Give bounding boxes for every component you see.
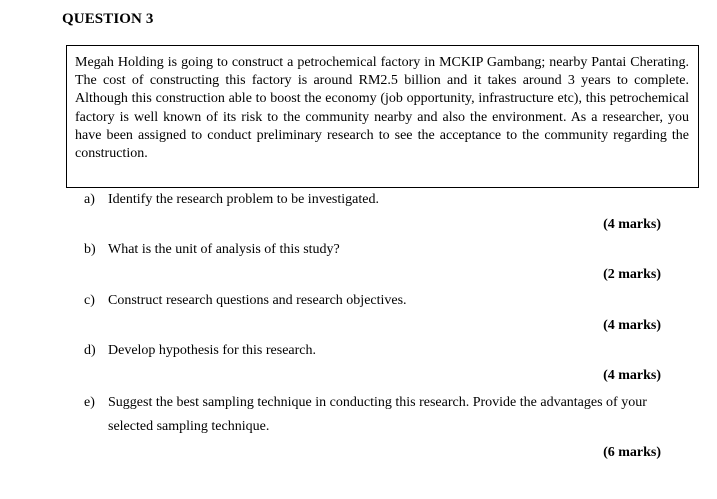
question-c [84,293,407,309]
question-a [84,192,379,208]
question-heading: QUESTION 3 [62,11,154,27]
question-b-text: What is the unit of analysis of this study? [108,242,340,257]
question-a-letter: a) [84,192,95,207]
question-c-marks: (4 marks) [603,318,661,333]
question-d-text: Develop hypothesis for this research. [108,343,316,358]
question-a-marks: (4 marks) [603,217,661,232]
question-b-letter: b) [84,242,96,257]
question-d-marks: (4 marks) [603,368,661,383]
scenario-box [66,45,699,188]
question-e-text-cont: selected sampling technique. [108,419,270,434]
question-e-letter: e) [84,395,95,410]
question-c-letter: c) [84,293,95,308]
question-b-marks: (2 marks) [603,267,661,282]
question-e-marks: (6 marks) [603,445,661,460]
question-d [84,343,316,359]
question-c-text: Construct research questions and research objectives. [108,293,407,308]
question-b [84,242,340,258]
question-d-letter: d) [84,343,96,358]
question-e [84,395,647,411]
scenario-text: Megah Holding is going to construct a petrochemical factory in MCKIP Gambang; nearby Pantai Cherating. The cost of constructing this factory is around RM2.5 billion and it takes around 3 years to complete. Although this construction able to boost the economy (job opportunity, infrastructure etc), this petrochemical factory is well known of its risk to the community nearby and also the environment. As a researcher, you have been assigned to conduct preliminary research to see the acceptance to the community regarding the construction. [75,55,689,162]
question-a-text: Identify the research problem to be investigated. [108,192,379,207]
question-e-text: Suggest the best sampling technique in conducting this research. Provide the advantages of your [108,395,647,410]
